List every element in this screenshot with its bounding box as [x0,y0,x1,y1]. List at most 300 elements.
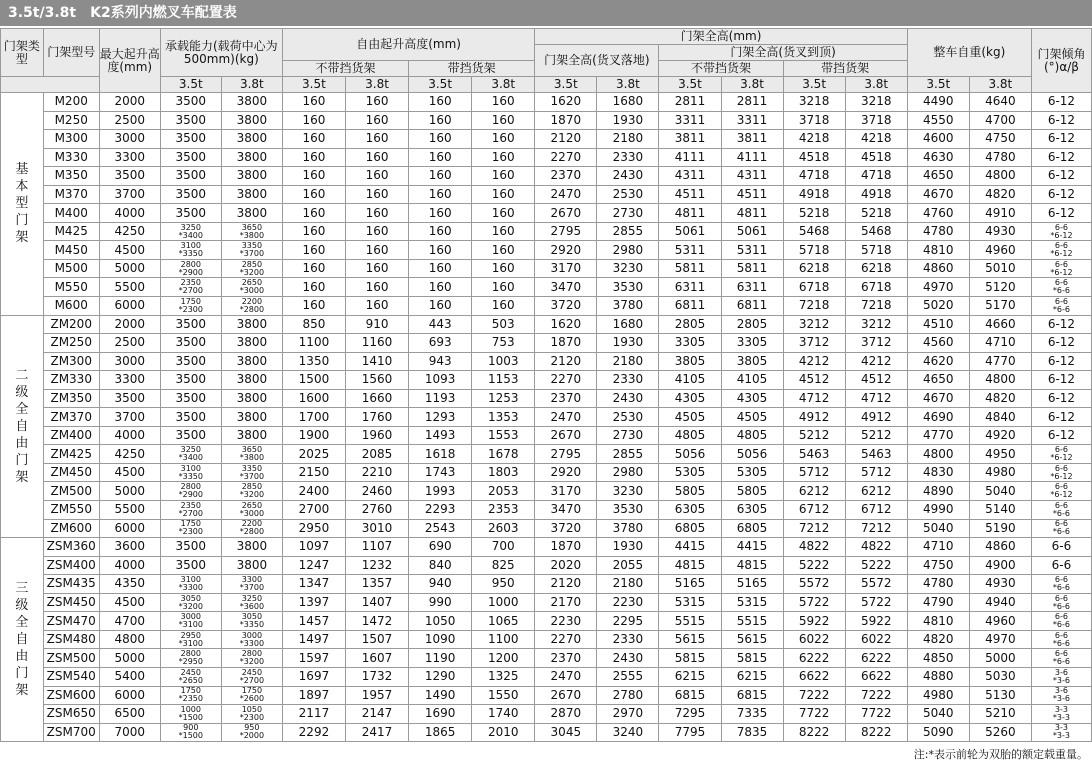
value-cell: 3800 [221,371,282,390]
dual-value-cell [160,222,221,241]
value-cell: 2855 [597,445,659,464]
value-cell: 2230 [535,612,597,631]
value-cell: 3800 [221,167,282,186]
value-cell: 6218 [783,259,845,278]
value-cell: 6222 [783,649,845,668]
value-cell: 6815 [659,686,721,705]
hdr-mast-lowered: 门架全高(货叉落地) [535,45,659,77]
value-cell: 7000 [99,723,160,742]
value-cell: 4805 [659,426,721,445]
value-cell: 1597 [282,649,345,668]
value-cell: 6-6 [1031,556,1091,575]
value-cell: 5000 [99,649,160,668]
dual-value-cell [160,667,221,686]
value-cell: 5615 [659,630,721,649]
dual-value-cell [221,667,282,686]
value-cell: 5130 [969,686,1031,705]
value-cell: 1153 [472,371,535,390]
hdr-ext-no-backrest: 不带挡货架 [659,61,783,77]
value-cell: 1760 [346,408,409,427]
value-cell: 990 [409,593,472,612]
dual-value-part: 6-6 [1054,482,1068,492]
dual-value-part: *2700 [239,675,265,685]
value-cell: 2295 [597,612,659,631]
value-cell: 5165 [721,575,783,594]
value-cell: 160 [346,148,409,167]
model-cell: ZSM600 [43,686,99,705]
value-cell: 2920 [535,241,597,260]
value-cell: 2780 [597,686,659,705]
value-cell: 1357 [346,575,409,594]
value-cell: 2855 [597,222,659,241]
dual-value-part: 2350 [180,500,201,510]
value-cell: 4880 [907,667,969,686]
value-cell: 1247 [282,556,345,575]
hdr-tonnage-t35: 3.5t [282,77,345,93]
value-cell: 4712 [783,389,845,408]
value-cell: 2353 [472,501,535,520]
value-cell: 4930 [969,222,1031,241]
value-cell: 1660 [346,389,409,408]
value-cell: 160 [346,111,409,130]
value-cell: 4505 [721,408,783,427]
dual-value-part: *2950 [178,657,203,667]
value-cell: 160 [472,222,535,241]
table-row [1,148,1092,167]
value-cell: 2555 [597,667,659,686]
dual-value-cell [221,463,282,482]
value-cell: 2293 [409,501,472,520]
value-cell: 1690 [409,705,472,724]
value-cell: 3800 [221,408,282,427]
value-cell: 3500 [160,148,221,167]
value-cell: 1325 [472,667,535,686]
value-cell: 3800 [221,426,282,445]
value-cell: 160 [282,93,345,112]
value-cell: 4930 [969,575,1031,594]
value-cell: 4800 [969,371,1031,390]
value-cell: 1290 [409,667,472,686]
dual-value-part: *6-6 [1052,286,1070,296]
value-cell: 5020 [907,297,969,316]
hdr-tonnage-t38: 3.8t [472,77,535,93]
value-cell: 4710 [969,334,1031,353]
value-cell: 4111 [721,148,783,167]
value-cell: 2430 [597,649,659,668]
value-cell: 160 [346,259,409,278]
value-cell: 2795 [535,445,597,464]
value-cell: 160 [282,167,345,186]
value-cell: 3800 [221,93,282,112]
value-cell: 5712 [845,463,907,482]
value-cell: 160 [346,130,409,149]
dual-value-part: *2900 [178,267,203,277]
value-cell: 6215 [659,667,721,686]
dual-value-cell [221,575,282,594]
value-cell: 160 [472,130,535,149]
value-cell: 2603 [472,519,535,538]
value-cell: 1100 [282,334,345,353]
hdr-tonnage-t35: 3.5t [160,77,221,93]
value-cell: 4650 [907,371,969,390]
dual-value-part: 900 [183,723,199,733]
value-cell: 3305 [659,334,721,353]
table-row [1,556,1092,575]
dual-value-part: 6-6 [1054,222,1068,232]
value-cell: 4918 [845,185,907,204]
value-cell: 3500 [160,185,221,204]
dual-value-cell [160,241,221,260]
value-cell: 4910 [969,204,1031,223]
value-cell: 1350 [282,352,345,371]
dual-value-part: 6-6 [1054,445,1068,455]
value-cell: 3300 [99,148,160,167]
value-cell: 6-6 [1031,538,1091,557]
dual-value-cell [160,259,221,278]
value-cell: 4512 [783,371,845,390]
value-cell: 1050 [409,612,472,631]
model-cell: M450 [43,241,99,260]
dual-value-part: 2850 [241,259,263,269]
value-cell: 4510 [907,315,969,334]
value-cell: 1493 [409,426,472,445]
table-row [1,315,1092,334]
value-cell: 2670 [535,204,597,223]
dual-value-cell [1031,649,1091,668]
value-cell: 6-12 [1031,371,1091,390]
value-cell: 3800 [221,315,282,334]
value-cell: 1457 [282,612,345,631]
value-cell: 8222 [783,723,845,742]
title-tonnage: 3.5t/3.8t [8,5,77,21]
dual-value-cell [1031,463,1091,482]
value-cell: 160 [409,111,472,130]
dual-value-cell [1031,686,1091,705]
value-cell: 4600 [907,130,969,149]
value-cell: 160 [409,204,472,223]
value-cell: 4000 [99,426,160,445]
table-row [1,575,1092,594]
value-cell: 160 [282,185,345,204]
hdr-tonnage-t38: 3.8t [721,77,783,93]
value-cell: 6022 [845,630,907,649]
value-cell: 1930 [597,334,659,353]
dual-value-part: 3250 [241,593,263,603]
value-cell: 5811 [659,259,721,278]
value-cell: 3800 [221,334,282,353]
dual-value-part: *3400 [178,230,203,240]
hdr-ext-with-backrest: 带挡货架 [783,61,907,77]
dual-value-part: *3200 [178,601,203,611]
dual-value-part: 6-6 [1054,649,1068,659]
value-cell: 3230 [597,259,659,278]
dual-value-cell [1031,630,1091,649]
model-cell: ZM425 [43,445,99,464]
value-cell: 503 [472,315,535,334]
value-cell: 910 [346,315,409,334]
value-cell: 4750 [969,130,1031,149]
dual-value-part: 6-6 [1054,593,1068,603]
value-cell: 1680 [597,315,659,334]
value-cell: 6-12 [1031,111,1091,130]
value-cell: 2370 [535,167,597,186]
value-cell: 160 [282,148,345,167]
dual-value-part: 1750 [241,686,263,696]
value-cell: 6712 [783,501,845,520]
dual-value-part: *2300 [239,712,265,722]
table-row [1,686,1092,705]
value-cell: 3811 [721,130,783,149]
dual-value-part: *3-3 [1052,712,1070,722]
value-cell: 5056 [721,445,783,464]
value-cell: 1472 [346,612,409,631]
value-cell: 6-12 [1031,352,1091,371]
dual-value-part: 6-6 [1054,500,1068,510]
value-cell: 5090 [907,723,969,742]
dual-value-part: 2650 [241,278,263,288]
hdr-mast-height: 门架全高(mm) [535,29,907,45]
model-cell: ZM600 [43,519,99,538]
value-cell: 1732 [346,667,409,686]
dual-value-cell [1031,519,1091,538]
value-cell: 2400 [282,482,345,501]
value-cell: 4500 [99,593,160,612]
dual-value-cell [160,463,221,482]
value-cell: 5030 [969,667,1031,686]
value-cell: 2760 [346,501,409,520]
hdr-blank [1,77,100,93]
table-row [1,222,1092,241]
value-cell: 6622 [783,667,845,686]
dual-value-part: *1500 [178,712,203,722]
table-row [1,649,1092,668]
value-cell: 2170 [535,593,597,612]
dual-value-cell [160,278,221,297]
model-cell: ZM330 [43,371,99,390]
value-cell: 5061 [721,222,783,241]
value-cell: 5040 [969,482,1031,501]
dual-value-part: *3100 [178,620,203,630]
value-cell: 160 [346,222,409,241]
value-cell: 2470 [535,667,597,686]
value-cell: 4960 [969,612,1031,631]
dual-value-part: *3300 [178,582,203,592]
value-cell: 4718 [783,167,845,186]
value-cell: 4940 [969,593,1031,612]
dual-value-part: *2800 [239,304,265,314]
value-cell: 5000 [969,649,1031,668]
group-label: 基本型门架 [1,93,44,316]
dual-value-cell [221,630,282,649]
value-cell: 5040 [907,705,969,724]
value-cell: 1003 [472,352,535,371]
dual-value-part: *3800 [239,230,265,240]
table-row [1,334,1092,353]
value-cell: 4670 [907,389,969,408]
value-cell: 4560 [907,334,969,353]
value-cell: 3045 [535,723,597,742]
value-cell: 2530 [597,408,659,427]
value-cell: 6805 [721,519,783,538]
dual-value-cell [160,501,221,520]
hdr-tonnage-t38: 3.8t [221,77,282,93]
model-cell: M600 [43,297,99,316]
value-cell: 4980 [969,463,1031,482]
value-cell: 1560 [346,371,409,390]
dual-value-part: *6-12 [1050,267,1073,277]
value-cell: 1097 [282,538,345,557]
value-cell: 4811 [659,204,721,223]
dual-value-part: *2700 [178,508,203,518]
table-row [1,352,1092,371]
value-cell: 3500 [160,556,221,575]
dual-value-part: 2800 [241,649,263,659]
value-cell: 4780 [907,575,969,594]
model-cell: ZSM400 [43,556,99,575]
value-cell: 4700 [969,111,1031,130]
value-cell: 2811 [721,93,783,112]
value-cell: 1193 [409,389,472,408]
value-cell: 5315 [659,593,721,612]
dual-value-part: 3350 [241,241,263,251]
table-row [1,445,1092,464]
value-cell: 1870 [535,538,597,557]
value-cell: 6-12 [1031,334,1091,353]
value-cell: 1232 [346,556,409,575]
value-cell: 1100 [472,630,535,649]
model-cell: M330 [43,148,99,167]
model-cell: M400 [43,204,99,223]
value-cell: 6222 [845,649,907,668]
value-cell: 3800 [221,538,282,557]
value-cell: 1107 [346,538,409,557]
value-cell: 3212 [783,315,845,334]
config-table [0,28,1092,742]
value-cell: 160 [282,130,345,149]
dual-value-part: *2300 [178,527,203,537]
value-cell: 1065 [472,612,535,631]
value-cell: 160 [282,297,345,316]
hdr-tonnage-t38: 3.8t [597,77,659,93]
table-row [1,482,1092,501]
value-cell: 5315 [721,593,783,612]
value-cell: 5210 [969,705,1031,724]
dual-value-part: 6-6 [1054,519,1068,529]
value-cell: 2053 [472,482,535,501]
value-cell: 7295 [659,705,721,724]
model-cell: ZSM470 [43,612,99,631]
value-cell: 3240 [597,723,659,742]
value-cell: 4415 [721,538,783,557]
value-cell: 5463 [783,445,845,464]
value-cell: 4250 [99,222,160,241]
value-cell: 5218 [783,204,845,223]
dual-value-cell [1031,278,1091,297]
value-cell: 1553 [472,426,535,445]
value-cell: 5260 [969,723,1031,742]
value-cell: 4350 [99,575,160,594]
value-cell: 3800 [221,148,282,167]
value-cell: 1160 [346,334,409,353]
dual-value-part: 2650 [241,500,263,510]
dual-value-part: *3350 [239,620,265,630]
model-cell: ZM350 [43,389,99,408]
value-cell: 2117 [282,705,345,724]
value-cell: 4840 [969,408,1031,427]
value-cell: 2330 [597,630,659,649]
value-cell: 7222 [783,686,845,705]
value-cell: 2980 [597,463,659,482]
table-row [1,705,1092,724]
model-cell: ZSM650 [43,705,99,724]
dual-value-cell [221,482,282,501]
value-cell: 5805 [659,482,721,501]
model-cell: M550 [43,278,99,297]
value-cell: 2795 [535,222,597,241]
value-cell: 1093 [409,371,472,390]
value-cell: 2330 [597,371,659,390]
value-cell: 4912 [845,408,907,427]
value-cell: 4518 [845,148,907,167]
dual-value-part: *3200 [239,490,265,500]
value-cell: 6212 [783,482,845,501]
value-cell: 7218 [845,297,907,316]
model-cell: ZM250 [43,334,99,353]
value-cell: 5500 [99,501,160,520]
model-cell: M500 [43,259,99,278]
value-cell: 7722 [783,705,845,724]
value-cell: 700 [472,538,535,557]
value-cell: 5222 [845,556,907,575]
value-cell: 5712 [783,463,845,482]
table-row [1,241,1092,260]
value-cell: 1803 [472,463,535,482]
value-cell: 160 [472,297,535,316]
dual-value-part: *2000 [239,731,265,741]
value-cell: 1678 [472,445,535,464]
hdr-mast-model: 门架型号 [43,29,99,77]
value-cell: 2330 [597,148,659,167]
table-row [1,408,1092,427]
value-cell: 3780 [597,297,659,316]
value-cell: 3500 [160,204,221,223]
value-cell: 3500 [160,408,221,427]
hdr-tonnage-t35: 3.5t [535,77,597,93]
dual-value-part: *2650 [178,675,203,685]
value-cell: 4212 [845,352,907,371]
value-cell: 3500 [160,315,221,334]
value-cell: 2470 [535,408,597,427]
dual-value-cell [160,519,221,538]
dual-value-part: 6-6 [1054,278,1068,288]
table-row [1,130,1092,149]
value-cell: 3230 [597,482,659,501]
value-cell: 160 [282,259,345,278]
value-cell: 5056 [659,445,721,464]
value-cell: 4700 [99,612,160,631]
dual-value-cell [221,259,282,278]
value-cell: 4815 [721,556,783,575]
model-cell: ZM500 [43,482,99,501]
value-cell: 6-12 [1031,148,1091,167]
value-cell: 3500 [160,130,221,149]
dual-value-cell [1031,723,1091,742]
value-cell: 3700 [99,185,160,204]
value-cell: 160 [472,259,535,278]
value-cell: 5212 [783,426,845,445]
value-cell: 2805 [659,315,721,334]
value-cell: 160 [346,297,409,316]
